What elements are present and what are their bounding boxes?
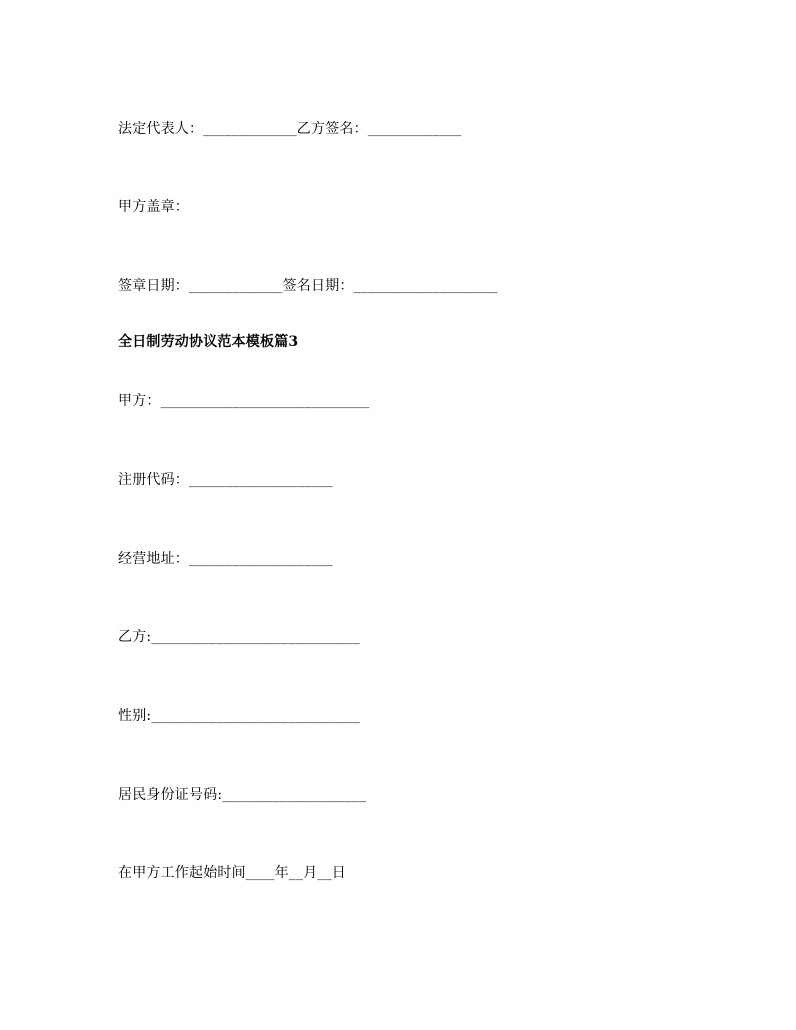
registration-code-line: 注册代码：____________________ xyxy=(118,472,333,488)
business-address-line: 经营地址：____________________ xyxy=(118,551,333,567)
legal-representative-signature-line: 法定代表人：_____________乙方签名：_____________ xyxy=(118,121,462,137)
section-heading: 全日制劳动协议范本模板篇3 xyxy=(118,334,299,350)
employment-start-date-line: 在甲方工作起始时间____年__月__日 xyxy=(118,865,346,881)
seal-sign-date-line: 签章日期：_____________签名日期：____________________ xyxy=(118,278,498,294)
party-a-seal-line: 甲方盖章： xyxy=(118,199,189,215)
party-b-line: 乙方:_____________________________ xyxy=(118,629,361,645)
id-number-line: 居民身份证号码:____________________ xyxy=(118,787,367,803)
gender-line: 性别:_____________________________ xyxy=(118,708,361,724)
party-a-line: 甲方：_____________________________ xyxy=(118,393,370,409)
